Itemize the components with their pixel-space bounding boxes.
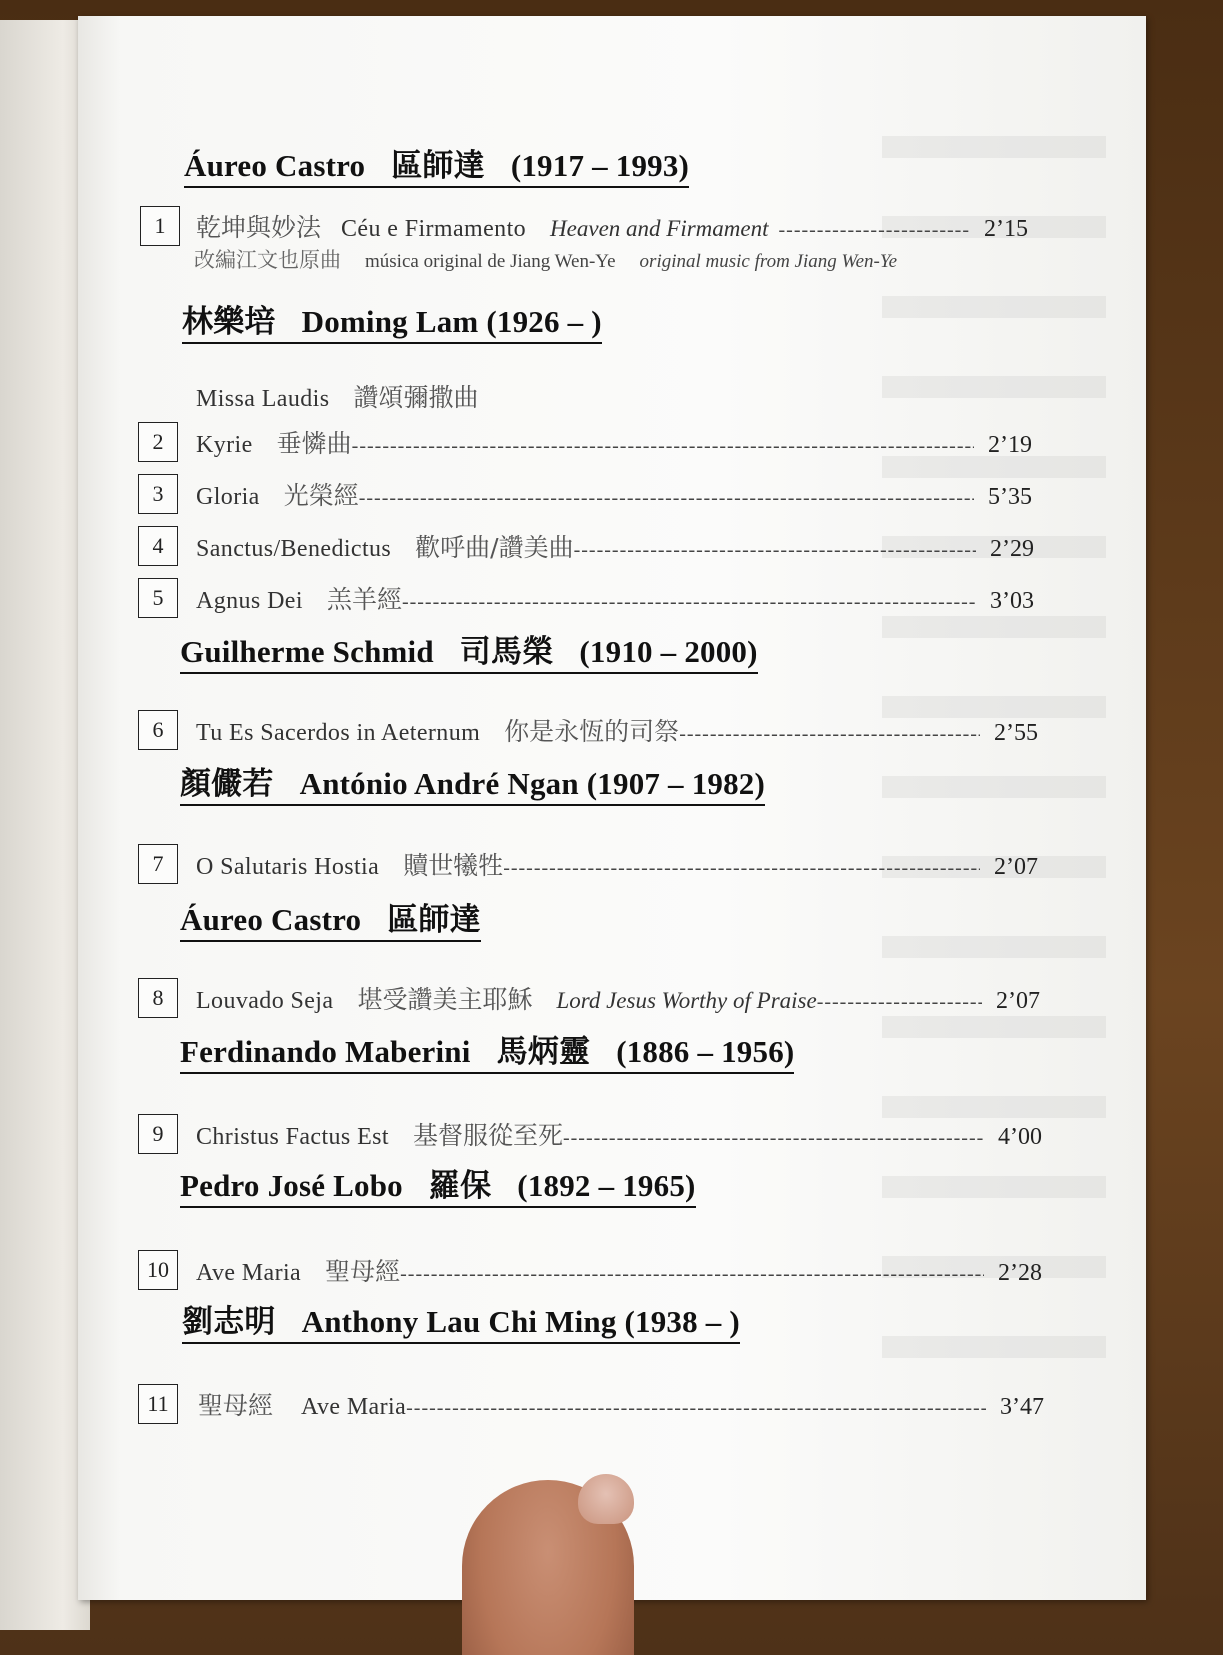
thumbnail-nail bbox=[578, 1474, 634, 1524]
track-number: 6 bbox=[138, 710, 178, 750]
track-duration: 3’03 bbox=[990, 588, 1034, 614]
composer-heading bbox=[184, 140, 689, 188]
track-row bbox=[198, 1386, 1044, 1422]
track-duration: 2’15 bbox=[984, 216, 1028, 242]
track-title-cn: 聖母經 bbox=[198, 1391, 274, 1420]
track-title: Céu e Firmamento bbox=[341, 216, 527, 242]
note-en: original music from Jiang Wen-Ye bbox=[639, 251, 898, 272]
track-title: O Salutaris Hostia bbox=[196, 854, 380, 880]
composer-name: Ferdinando Maberini bbox=[180, 1034, 471, 1069]
dot-leader bbox=[679, 723, 980, 746]
track-title: Christus Factus Est bbox=[196, 1124, 389, 1150]
track-number: 8 bbox=[138, 978, 178, 1018]
composer-name-cn: 司馬榮 bbox=[459, 634, 554, 669]
track-number: 1 bbox=[140, 206, 180, 246]
dot-leader bbox=[359, 487, 974, 510]
track-duration: 2’28 bbox=[998, 1260, 1042, 1286]
composer-name-cn: 區師達 bbox=[387, 902, 481, 937]
track-row bbox=[196, 208, 1028, 244]
composer-heading bbox=[180, 1026, 794, 1074]
note-cn: 改編江文也原曲 bbox=[194, 248, 341, 272]
track-title: Ave Maria bbox=[301, 1394, 407, 1420]
track-row bbox=[196, 1252, 1042, 1288]
track-title: Tu Es Sacerdos in Aeternum bbox=[196, 720, 481, 746]
track-number: 11 bbox=[138, 1384, 178, 1424]
composer-name-cn: 劉志明 bbox=[182, 1304, 276, 1339]
track-row bbox=[196, 580, 1034, 616]
composer-name: Áureo Castro bbox=[180, 902, 362, 937]
track-title-cn: 贖世犧牲 bbox=[403, 851, 504, 880]
dot-leader bbox=[563, 1127, 984, 1150]
dot-leader bbox=[574, 539, 976, 562]
track-title-cn: 光榮經 bbox=[283, 481, 359, 510]
composer-name-cn: 馬炳靈 bbox=[496, 1034, 591, 1069]
composer-dates: (1892 – 1965) bbox=[517, 1168, 696, 1203]
track-duration: 2’07 bbox=[996, 988, 1040, 1014]
track-row bbox=[196, 980, 1040, 1016]
track-list bbox=[78, 16, 1146, 1600]
track-title-cn: 羔羊經 bbox=[326, 585, 402, 614]
composer-name-cn: 區師達 bbox=[391, 148, 485, 183]
composer-name: Guilherme Schmid bbox=[180, 634, 434, 669]
track-number: 9 bbox=[138, 1114, 178, 1154]
track-row bbox=[196, 424, 1032, 460]
track-title: Agnus Dei bbox=[196, 588, 303, 614]
composer-name: Anthony Lau Chi Ming (1938 – ) bbox=[301, 1304, 740, 1339]
composer-dates: (1886 – 1956) bbox=[616, 1034, 795, 1069]
work-title-latin: Missa Laudis bbox=[196, 386, 330, 412]
track-title: Ave Maria bbox=[196, 1260, 302, 1286]
note-pt: música original de Jiang Wen-Ye bbox=[365, 251, 616, 272]
track-title-cn: 堪受讚美主耶穌 bbox=[357, 985, 533, 1014]
track-number: 10 bbox=[138, 1250, 178, 1290]
track-row bbox=[196, 476, 1032, 512]
track-duration: 2’07 bbox=[994, 854, 1038, 880]
composer-heading bbox=[182, 1296, 740, 1344]
track-number: 4 bbox=[138, 526, 178, 566]
track-title-cn: 乾坤與妙法 bbox=[196, 213, 322, 242]
composer-name: António André Ngan (1907 – 1982) bbox=[299, 766, 766, 801]
dot-leader bbox=[402, 591, 976, 614]
track-row bbox=[196, 528, 1034, 564]
track-title-cn: 垂憐曲 bbox=[276, 429, 352, 458]
track-title-en: Lord Jesus Worthy of Praise bbox=[556, 988, 817, 1013]
track-duration: 4’00 bbox=[998, 1124, 1042, 1150]
facing-page bbox=[0, 20, 90, 1630]
track-title-cn: 基督服從至死 bbox=[412, 1121, 563, 1150]
track-title: Sanctus/Benedictus bbox=[196, 536, 392, 562]
composer-name: Pedro José Lobo bbox=[180, 1168, 403, 1203]
composer-heading bbox=[180, 894, 481, 942]
track-duration: 3’47 bbox=[1000, 1394, 1044, 1420]
track-number: 2 bbox=[138, 422, 178, 462]
track-number: 7 bbox=[138, 844, 178, 884]
track-number: 5 bbox=[138, 578, 178, 618]
track-title-cn: 你是永恆的司祭 bbox=[504, 717, 680, 746]
track-title: Kyrie bbox=[196, 432, 253, 458]
track-title: Gloria bbox=[196, 484, 260, 510]
composer-dates: (1917 – 1993) bbox=[510, 148, 690, 183]
track-note bbox=[194, 244, 897, 274]
dot-leader bbox=[400, 1263, 984, 1286]
work-title-cn: 讚頌彌撒曲 bbox=[353, 383, 479, 412]
composer-name-cn: 顏儼若 bbox=[180, 766, 274, 801]
dot-leader bbox=[503, 857, 980, 880]
dot-leader bbox=[817, 991, 982, 1014]
track-duration: 2’55 bbox=[994, 720, 1038, 746]
dot-leader bbox=[352, 435, 974, 458]
track-row bbox=[196, 846, 1038, 882]
composer-heading bbox=[180, 1160, 696, 1208]
track-title-cn: 聖母經 bbox=[325, 1257, 401, 1286]
track-row bbox=[196, 1116, 1042, 1152]
track-duration: 2’19 bbox=[988, 432, 1032, 458]
dot-leader bbox=[779, 219, 971, 242]
track-duration: 2’29 bbox=[990, 536, 1034, 562]
track-duration: 5’35 bbox=[988, 484, 1032, 510]
track-row bbox=[196, 712, 1038, 748]
composer-name-cn: 羅保 bbox=[428, 1168, 492, 1203]
composer-name: Doming Lam (1926 – ) bbox=[301, 304, 602, 339]
composer-name-cn: 林樂培 bbox=[182, 304, 276, 339]
composer-name: Áureo Castro bbox=[184, 148, 366, 183]
track-title: Louvado Seja bbox=[196, 988, 334, 1014]
work-title bbox=[196, 378, 478, 414]
composer-heading bbox=[180, 758, 765, 806]
composer-heading bbox=[182, 296, 602, 344]
booklet-page bbox=[78, 16, 1146, 1600]
dot-leader bbox=[406, 1397, 986, 1420]
track-title-en: Heaven and Firmament bbox=[550, 216, 769, 241]
track-title-cn: 歡呼曲/讚美曲 bbox=[415, 533, 574, 562]
track-number: 3 bbox=[138, 474, 178, 514]
composer-dates: (1910 – 2000) bbox=[579, 634, 758, 669]
composer-heading bbox=[180, 626, 758, 674]
